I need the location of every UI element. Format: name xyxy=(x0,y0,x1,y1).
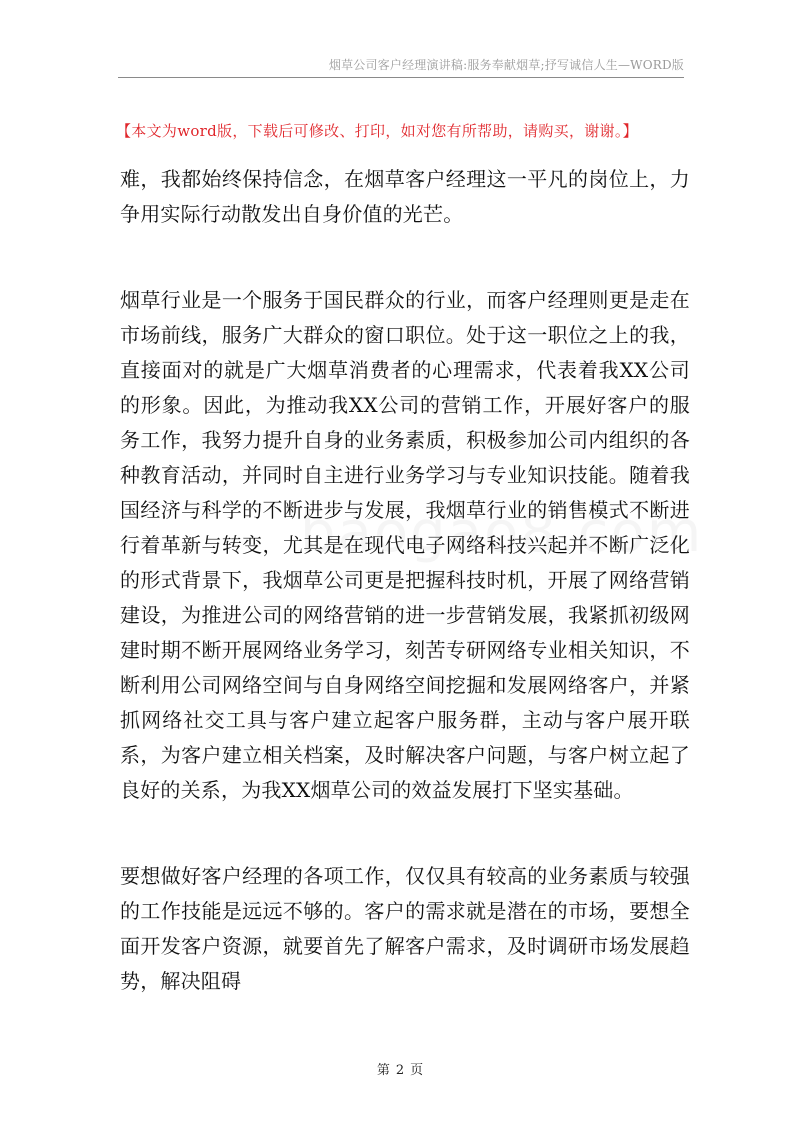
paragraph-3: 要想做好客户经理的各项工作，仅仅具有较高的业务素质与较强的工作技能是远远不够的。客户的需求就是潜在的市场，要想全面开发客户资源，就要首先了解客户需求，及时调研市场发展趋势，解决阻碍 xyxy=(120,864,690,993)
paragraph-2: 烟草行业是一个服务于国民群众的行业，而客户经理则更是走在市场前线，服务广大群众的窗口职位。处于这一职位之上的我，直接面对的就是广大烟草消费者的心理需求，代表着我XX公司的形象。因此，为推动我XX公司的营销工作，开展好客户的服务工作，我努力提升自身的业务素质，积极参加公司内组织的各种教育活动，并同时自主进行业务学习与专业知识技能。随着我国经济与科学的不断进步与发展，我烟草行业的销售模式不断进行着革新与转变，尤其是在现代电子网络科技兴起并不断广泛化的形式背景下，我烟草公司更是把握科技时机，开展了网络营销建设，为推进公司的网络营销的进一步营销发展，我紧抓初级网建时期不断开展网络业务学习，刻苦专研网络专业相关知识，不断利用公司网络空间与自身网络空间挖掘和发展网络客户，并紧抓网络社交工具与客户建立起客户服务群，主动与客户展开联系，为客户建立相关档案，及时解决客户问题，与客户树立起了良好的关系，为我XX烟草公司的效益发展打下坚实基础。 xyxy=(120,288,690,802)
download-notice: 【本文为word版，下载后可修改、打印，如对您有所帮助，请购买，谢谢。】 xyxy=(116,122,638,140)
page-footer xyxy=(0,1059,800,1078)
header-title: 烟草公司客户经理演讲稿:服务奉献烟草;抒写诚信人生—WORD版 xyxy=(328,58,684,72)
document-body xyxy=(120,162,690,999)
page-prefix: 第 xyxy=(376,1063,390,1078)
paragraph-1: 难，我都始终保持信念，在烟草客户经理这一平凡的岗位上，力争用实际行动散发出自身价值的光芒。 xyxy=(120,167,690,226)
page-number: 2 xyxy=(395,1063,405,1078)
header-divider xyxy=(118,77,684,78)
page-suffix: 页 xyxy=(410,1063,424,1078)
